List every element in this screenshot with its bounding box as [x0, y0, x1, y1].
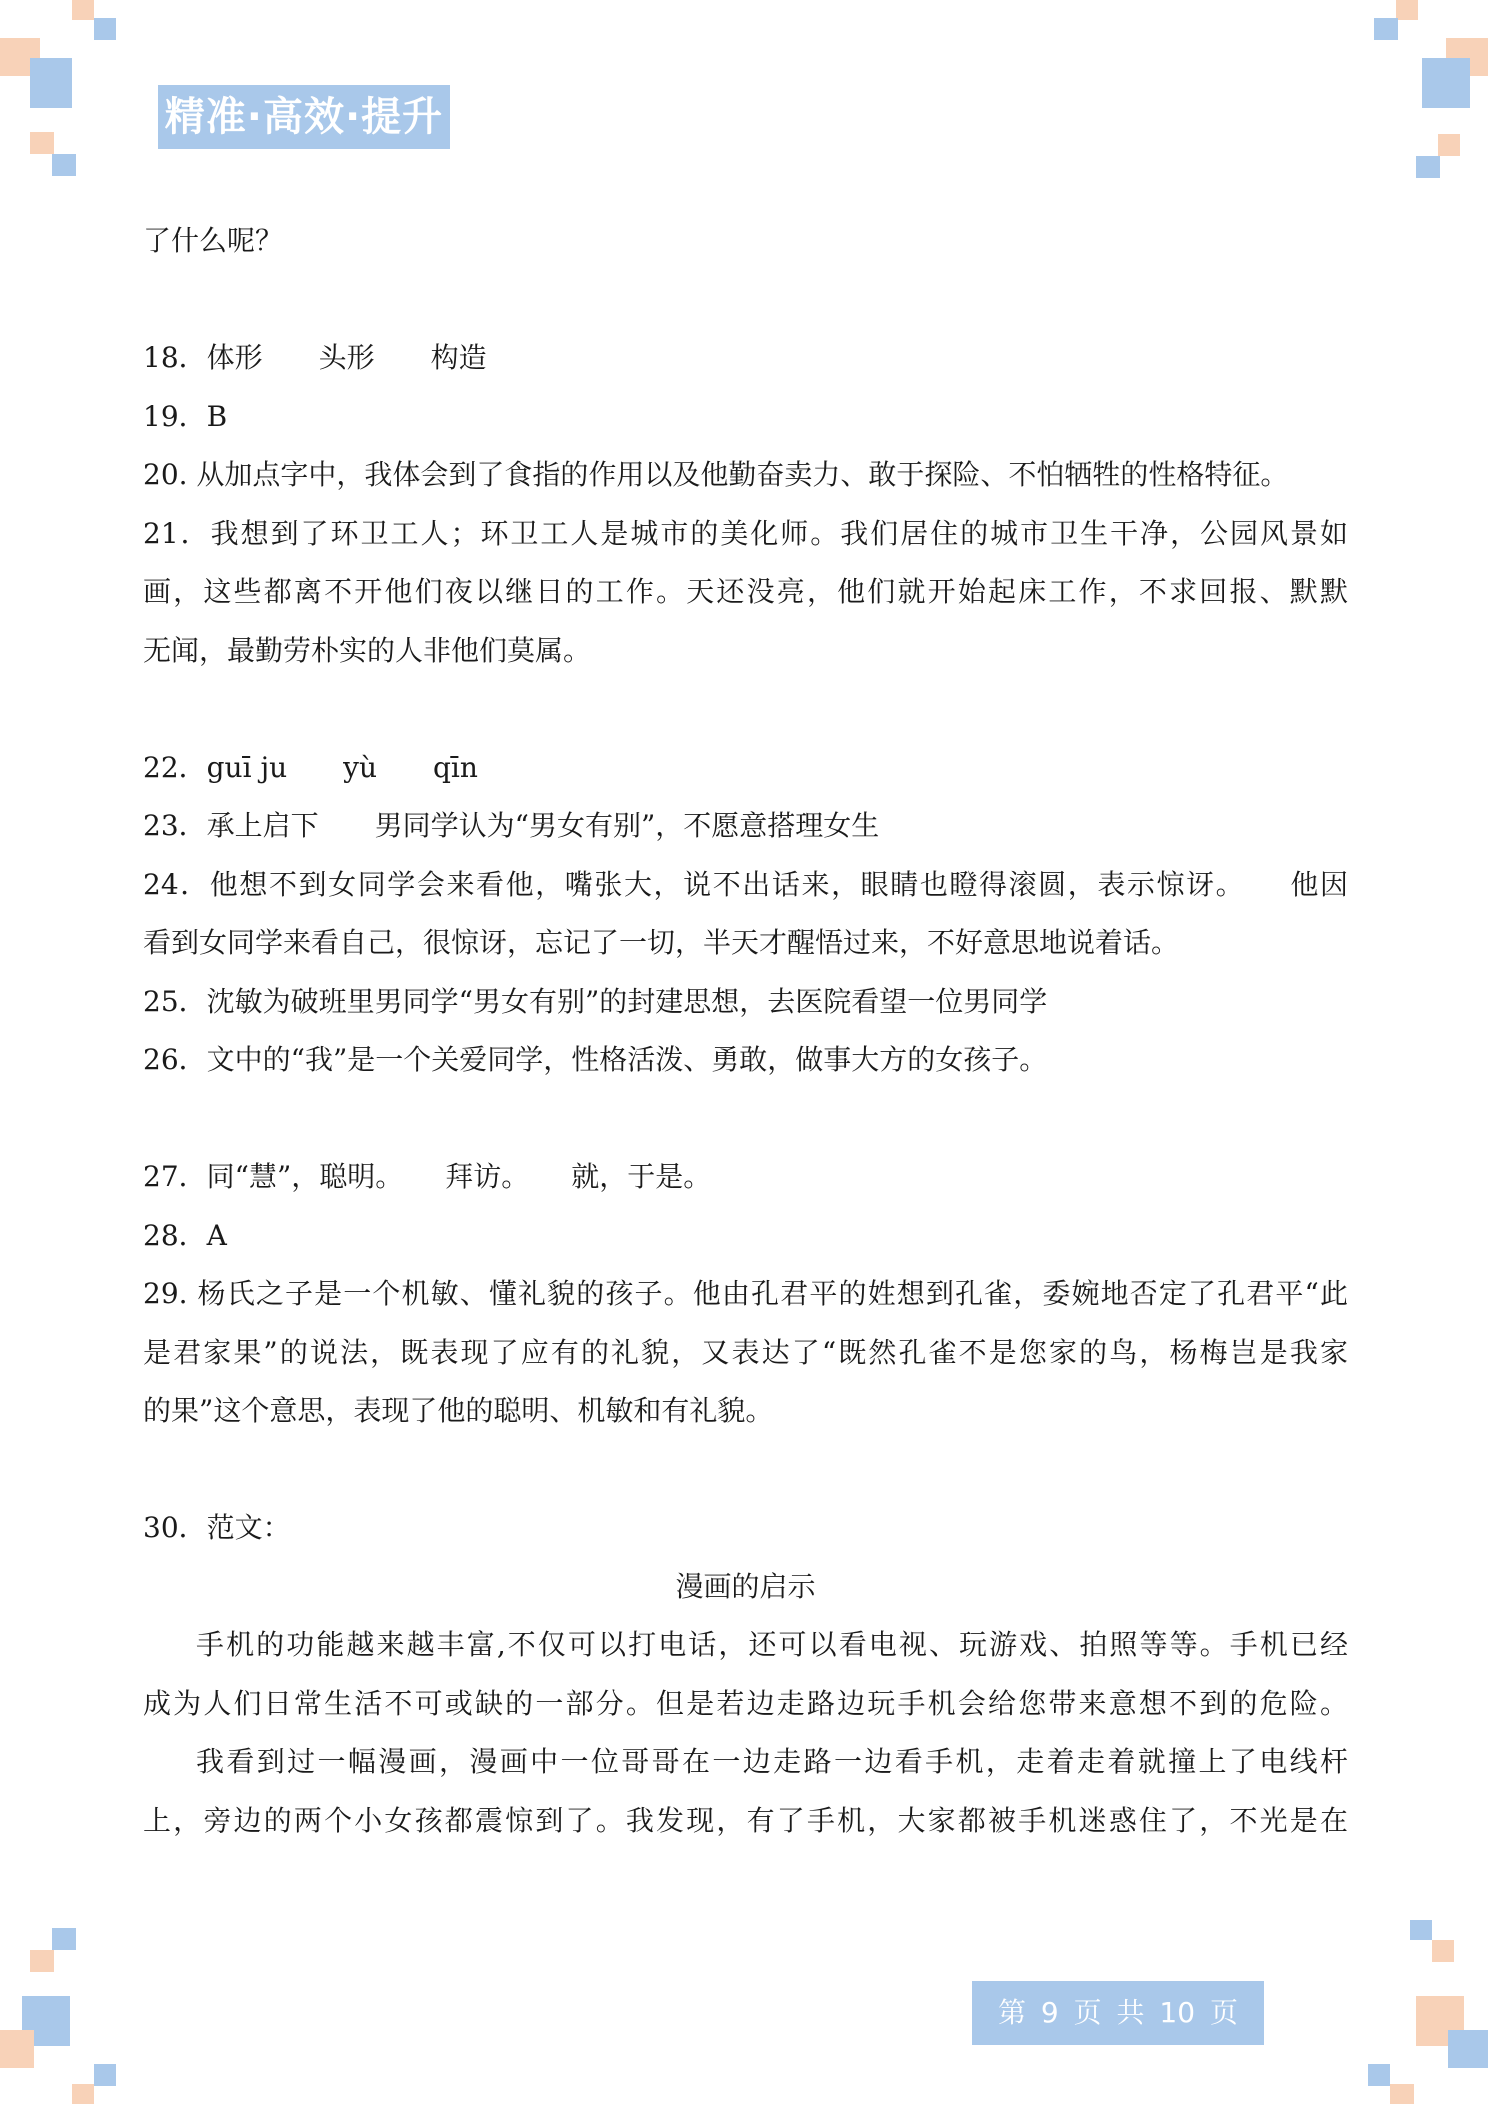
- answer-29: 29. 杨氏之子是一个机敏、懂礼貌的孩子。他由孔君平的姓想到孔雀，委婉地否定了孔君平“此: [143, 1277, 1348, 1310]
- answer-28: 28．A: [143, 1218, 227, 1252]
- answer-25: 25．沈敏为破班里男同学“男女有别”的封建思想，去医院看望一位男同学: [143, 984, 1048, 1018]
- answer-30: 30．范文：: [143, 1511, 291, 1544]
- answer-19: 19．B: [143, 399, 228, 433]
- text-line: 的果”这个意思，表现了他的聪明、机敏和有礼貌。: [143, 1394, 774, 1427]
- answer-21: 21．我想到了环卫工人；环卫工人是城市的美化师。我们居住的城市卫生干净，公园风景如: [143, 516, 1348, 550]
- essay-paragraph-line: 上，旁边的两个小女孩都震惊到了。我发现，有了手机，大家都被手机迷惑住了，不光是在: [143, 1803, 1348, 1837]
- answer-20: 20. 从加点字中，我体会到了食指的作用以及他勤奋卖力、敢于探险、不怕牺牲的性格特征。: [143, 458, 1289, 491]
- answer-18: 18．体形 头形 构造: [143, 341, 487, 374]
- essay-paragraph-line: 成为人们日常生活不可或缺的一部分。但是若边走路边玩手机会给您带来意想不到的危险。: [143, 1686, 1348, 1720]
- text-line: 无闻，最勤劳朴实的人非他们莫属。: [143, 633, 592, 667]
- header-badge: 精准·高效·提升: [158, 85, 450, 149]
- answer-content: [143, 212, 1348, 1850]
- text-line: 是君家果”的说法，既表现了应有的礼貌，又表达了“既然孔雀不是您家的鸟，杨梅岂是我家: [143, 1335, 1348, 1369]
- essay-title: 漫画的启示: [675, 1569, 816, 1603]
- text-line: 了什么呢？: [143, 224, 284, 257]
- answer-22: 22．guī ju yù qīn: [143, 750, 478, 784]
- answer-27: 27．同“慧”，聪明。 拜访。 就，于是。: [143, 1160, 712, 1193]
- text-line: 画，这些都离不开他们夜以继日的工作。天还没亮，他们就开始起床工作，不求回报、默默: [143, 575, 1348, 608]
- page-number-badge: 第 9 页 共 10 页: [972, 1981, 1264, 2045]
- essay-paragraph-line: 我看到过一幅漫画，漫画中一位哥哥在一边走路一边看手机，走着走着就撞上了电线杆: [196, 1745, 1348, 1778]
- answer-24: 24．他想不到女同学会来看他，嘴张大，说不出话来，眼睛也瞪得滚圆，表示惊讶。 他因: [143, 867, 1348, 901]
- essay-paragraph-line: 手机的功能越来越丰富,不仅可以打电话，还可以看电视、玩游戏、拍照等等。手机已经: [196, 1628, 1348, 1661]
- answer-23: 23．承上启下 男同学认为“男女有别”，不愿意搭理女生: [143, 809, 880, 842]
- answer-26: 26．文中的“我”是一个关爱同学，性格活泼、勇敢，做事大方的女孩子。: [143, 1043, 1048, 1076]
- text-line: 看到女同学来看自己，很惊讶，忘记了一切，半天才醒悟过来，不好意思地说着话。: [143, 926, 1180, 959]
